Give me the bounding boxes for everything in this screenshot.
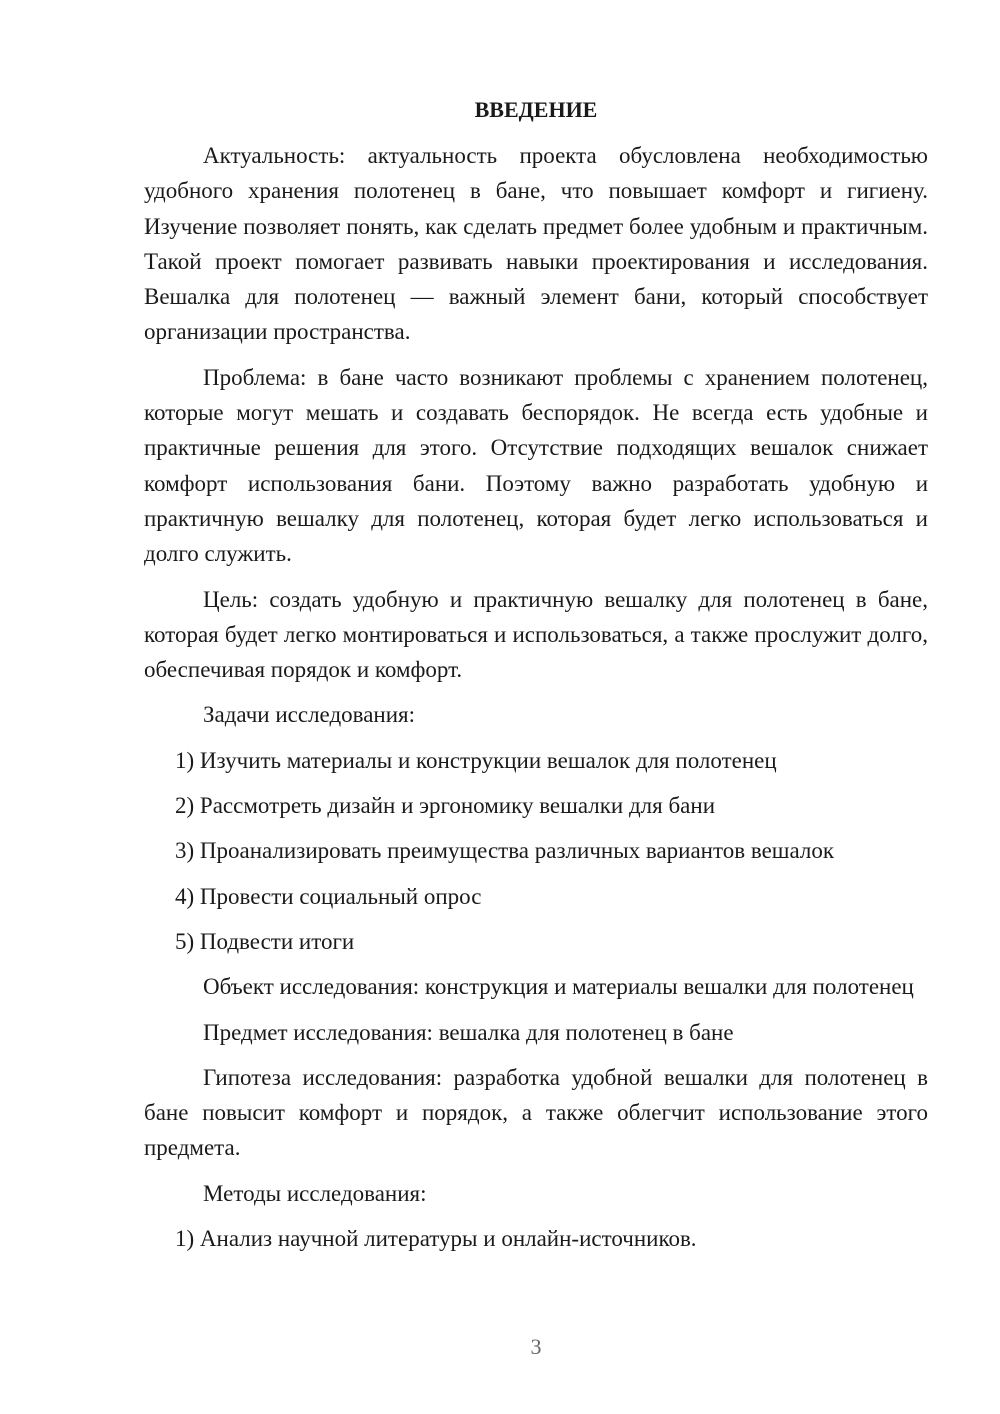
relevance-paragraph: Актуальность: актуальность проекта обусловлена необходимостью удобного хранения полотенец в бане, что повышает комфорт и гигиену. Изучение позволяет понять, как сделать предмет более удобным и практичным. Такой проект помогает развивать навыки проектирования и исследования. Вешалка для полотенец — важный элемент бани, который способствует организации пространства. — [144, 143, 928, 345]
object-paragraph: Объект исследования: конструкция и материалы вешалки для полотенец — [203, 974, 914, 1000]
tasks-heading: Задачи исследования: — [203, 702, 416, 728]
document-page — [144, 92, 928, 1266]
task-item: 4) Провести социальный опрос — [175, 883, 482, 909]
subject-paragraph: Предмет исследования: вешалка для полотенец в бане — [203, 1019, 734, 1045]
task-item: 1) Изучить материалы и конструкции вешалок для полотенец — [175, 747, 777, 773]
method-item: 1) Анализ научной литературы и онлайн-источников. — [175, 1226, 697, 1252]
goal-paragraph: Цель: создать удобную и практичную вешалку для полотенец в бане, которая будет легко монтироваться и использоваться, а также прослужит долго, обеспечивая порядок и комфорт. — [144, 586, 928, 683]
hypothesis-paragraph: Гипотеза исследования: разработка удобной вешалки для полотенец в бане повысит комфорт и порядок, а также облегчит использование этого предмета. — [144, 1064, 928, 1161]
methods-heading: Методы исследования: — [203, 1180, 427, 1206]
task-item: 5) Подвести итоги — [175, 928, 355, 954]
task-item: 2) Рассмотреть дизайн и эргономику вешалки для бани — [175, 793, 716, 819]
task-item: 3) Проанализировать преимущества различных вариантов вешалок — [175, 838, 835, 864]
problem-paragraph: Проблема: в бане часто возникают проблемы с хранением полотенец, которые могут мешать и создавать беспорядок. Не всегда есть удобные и практичные решения для этого. Отсутствие подходящих вешалок снижает комфорт использования бани. Поэтому важно разработать удобную и практичную вешалку для полотенец, которая будет легко использоваться и долго служить. — [144, 364, 928, 567]
page-number: 3 — [530, 1334, 542, 1359]
document-title: ВВЕДЕНИЕ — [474, 97, 598, 122]
